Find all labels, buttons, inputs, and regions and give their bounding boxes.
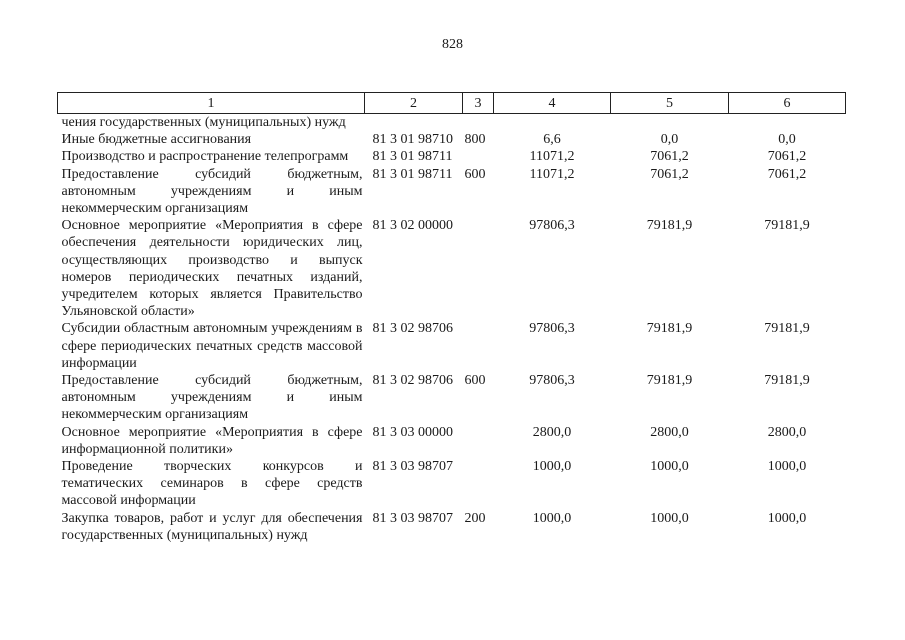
row-value-col6: 7061,2 [767,149,807,165]
row-value-col5: 79181,9 [646,218,693,234]
row-name: Предоставление субсидий бюджетным, автономным учреждениям и иным некоммерческим организациям [61,373,363,423]
row-expense-type [463,148,494,165]
row-value-col4: 97806,3 [529,218,575,234]
row-code: 81 3 02 98706 [372,321,453,337]
row-value-col6: 1000,0 [767,510,807,526]
row-value-col4 [494,114,611,132]
table-row [58,424,846,458]
row-code: 81 3 02 00000 [372,218,453,234]
header-row [58,93,846,114]
row-name: Основное мероприятие «Мероприятия в сфере обеспечения деятельности юридических лиц, осуществляющих производство и выпуск номеров периодических печатных изданий, учредителем которых является Правительство Ульяновской области» [61,218,363,320]
row-value-col6 [729,114,846,132]
row-value-col4: 2800,0 [532,424,572,440]
table-row [58,131,846,148]
row-value-col5: 79181,9 [646,321,693,337]
row-value-col5: 7061,2 [650,166,689,182]
row-code: 81 3 01 98711 [372,149,453,165]
row-value-col4: 97806,3 [529,321,575,337]
row-expense-type: 600 [464,373,486,389]
row-code [365,114,463,132]
row-value-col6: 79181,9 [764,373,810,389]
row-code: 81 3 02 98706 [372,373,453,389]
row-name: Основное мероприятие «Мероприятия в сфере информационной политики» [61,424,363,457]
row-code: 81 3 03 00000 [372,424,453,440]
row-expense-type [463,320,494,372]
row-value-col6: 2800,0 [767,424,807,440]
row-expense-type [463,424,494,458]
table-row [58,217,846,320]
row-value-col6: 7061,2 [767,166,807,182]
header-col-5: 5 [611,93,729,114]
row-value-col4: 11071,2 [529,166,575,182]
row-value-col6: 79181,9 [764,321,810,337]
row-code: 81 3 03 98707 [372,459,453,475]
row-value-col5: 2800,0 [650,424,689,440]
table-row [58,148,846,165]
table-row [58,458,846,510]
table-body [58,114,846,545]
row-value-col5 [611,114,729,132]
row-expense-type [463,217,494,320]
row-expense-type: 600 [464,166,486,182]
row-value-col4: 1000,0 [532,459,572,475]
row-code: 81 3 03 98707 [372,510,453,526]
row-name: Закупка товаров, работ и услуг для обеспечения государственных (муниципальных) нужд [61,510,363,543]
row-name: Иные бюджетные ассигнования [61,132,252,148]
header-col-1: 1 [58,93,365,114]
row-value-col4: 6,6 [543,132,561,148]
header-col-4: 4 [494,93,611,114]
row-value-col6: 79181,9 [764,218,810,234]
header-col-6: 6 [729,93,846,114]
header-col-2: 2 [365,93,463,114]
row-value-col4: 1000,0 [532,510,572,526]
row-value-col5: 1000,0 [650,510,689,526]
row-name: Производство и распространение телепрограмм [61,149,349,165]
header-col-3: 3 [463,93,494,114]
table-row [58,510,846,544]
row-value-col5: 7061,2 [650,149,689,165]
row-value-col4: 11071,2 [529,149,575,165]
page-number: 828 [442,37,463,52]
row-name: Субсидии областным автономным учреждениям в сфере периодических печатных средств массовой информации [61,321,363,371]
row-value-col5: 0,0 [660,132,679,148]
row-code: 81 3 01 98710 [372,132,453,148]
row-name: Проведение творческих конкурсов и тематических семинаров в сфере средств массовой информации [61,459,363,509]
row-code: 81 3 01 98711 [372,166,453,182]
row-value-col6: 0,0 [778,132,796,148]
table-row [58,114,846,132]
row-name: Предоставление субсидий бюджетным, автономным учреждениям и иным некоммерческим организациям [61,166,363,217]
row-value-col5: 79181,9 [646,373,693,389]
table-row [58,320,846,372]
table-row [58,372,846,424]
row-value-col5: 1000,0 [650,459,689,475]
row-value-col6: 1000,0 [767,459,807,475]
budget-table [57,92,846,544]
row-expense-type: 200 [464,510,486,526]
table-row [58,166,846,218]
row-expense-type: 800 [464,132,486,148]
row-expense-type [463,458,494,510]
row-value-col4: 97806,3 [529,373,575,389]
table-header [58,93,846,114]
row-name: чения государственных (муниципальных) нужд [61,115,346,130]
row-expense-type [463,114,494,132]
